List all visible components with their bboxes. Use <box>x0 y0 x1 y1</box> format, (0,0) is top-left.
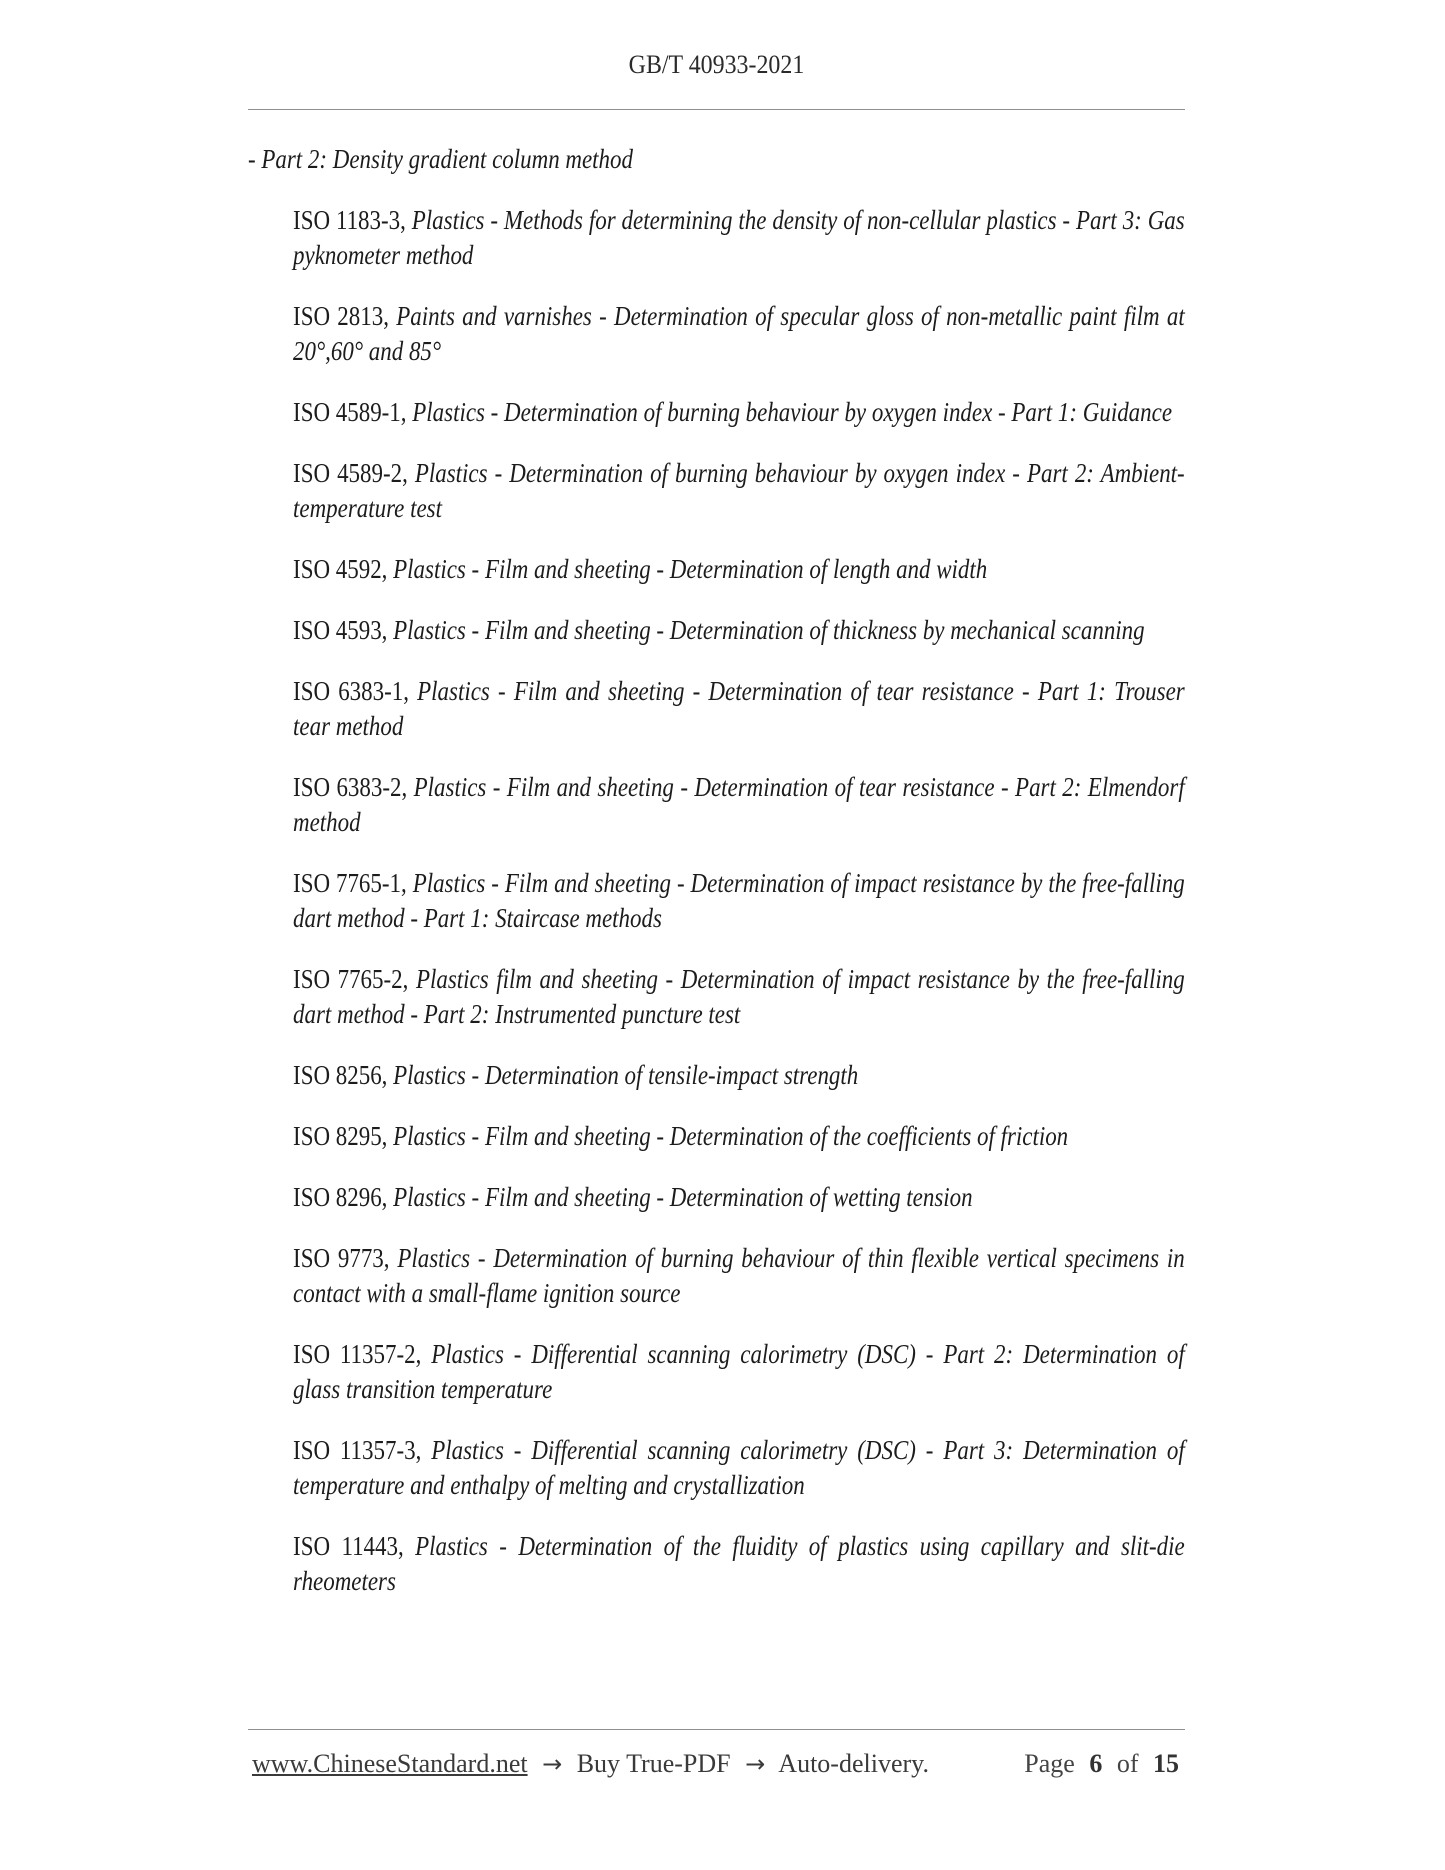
reference-number: ISO 8296, <box>293 1182 388 1212</box>
reference-number: ISO 7765-1, <box>293 868 407 898</box>
reference-item <box>293 1241 1185 1311</box>
buy-pdf-text: Buy True-PDF <box>576 1749 731 1778</box>
reference-item <box>293 1180 1185 1215</box>
reference-title: Plastics - Film and sheeting - Determination of thickness by mechanical scanning <box>393 615 1145 645</box>
reference-title: Plastics - Determination of tensile-impact strength <box>393 1060 859 1090</box>
reference-item <box>293 1337 1185 1407</box>
total-pages: 15 <box>1153 1749 1179 1778</box>
reference-item <box>293 962 1185 1032</box>
reference-title: Plastics - Determination of burning behaviour by oxygen index - Part 2: Ambient-temperature test <box>293 458 1185 523</box>
reference-title: Plastics - Film and sheeting - Determination of tear resistance - Part 2: Elmendorf method <box>293 772 1185 837</box>
reference-title: Plastics - Methods for determining the density of non-cellular plastics - Part 3: Gas pyknometer method <box>293 205 1185 270</box>
reference-title: Paints and varnishes - Determination of specular gloss of non-metallic paint film at 20°,60° and 85° <box>293 301 1185 366</box>
reference-number: ISO 2813, <box>293 301 389 331</box>
reference-item <box>293 552 1185 587</box>
footer-promo <box>252 1748 929 1780</box>
reference-number: ISO 6383-1, <box>293 676 409 706</box>
reference-item <box>293 395 1185 430</box>
page-number: 6 <box>1089 1749 1103 1778</box>
reference-item <box>293 770 1185 840</box>
reference-item <box>293 1433 1185 1503</box>
reference-number: ISO 8295, <box>293 1121 388 1151</box>
reference-item <box>293 674 1185 744</box>
reference-item <box>293 1529 1185 1599</box>
arrow-right-icon: → <box>745 1750 766 1778</box>
reference-item <box>293 456 1185 526</box>
footer-divider <box>248 1729 1185 1730</box>
reference-number: ISO 4589-1, <box>293 397 407 427</box>
reference-number: ISO 9773, <box>293 1243 390 1273</box>
reference-number: ISO 6383-2, <box>293 772 408 802</box>
reference-title: - Part 2: Density gradient column method <box>248 144 633 174</box>
reference-title: Plastics - Determination of burning behaviour of thin flexible vertical specimens in contact with a small-flame ignition source <box>293 1243 1185 1308</box>
auto-delivery-text: Auto-delivery. <box>778 1749 929 1778</box>
reference-title: Plastics - Film and sheeting - Determination of tear resistance - Part 1: Trouser tear method <box>293 676 1185 741</box>
reference-title: Plastics film and sheeting - Determination of impact resistance by the free-falling dart method - Part 2: Instrumented puncture test <box>293 964 1185 1029</box>
footer <box>252 1748 1185 1780</box>
references-list <box>248 142 1185 1625</box>
reference-item <box>293 613 1185 648</box>
reference-number: ISO 11443, <box>293 1531 404 1561</box>
header-divider <box>248 109 1185 110</box>
reference-number: ISO 4592, <box>293 554 388 584</box>
reference-number: ISO 4589-2, <box>293 458 408 488</box>
reference-number: ISO 11357-2, <box>293 1339 422 1369</box>
arrow-right-icon: → <box>542 1750 563 1778</box>
reference-title: Plastics - Film and sheeting - Determination of the coefficients of friction <box>393 1121 1069 1151</box>
website-link[interactable]: www.ChineseStandard.net <box>252 1749 528 1778</box>
reference-title: Plastics - Film and sheeting - Determination of impact resistance by the free-falling dart method - Part 1: Staircase methods <box>293 868 1185 933</box>
reference-title: Plastics - Determination of the fluidity of plastics using capillary and slit-die rheometers <box>293 1531 1185 1596</box>
reference-number: ISO 1183-3, <box>293 205 406 235</box>
reference-number: ISO 7765-2, <box>293 964 409 994</box>
reference-number: ISO 4593, <box>293 615 388 645</box>
reference-title: Plastics - Film and sheeting - Determination of length and width <box>393 554 988 584</box>
reference-number: ISO 8256, <box>293 1060 388 1090</box>
reference-number: ISO 11357-3, <box>293 1435 422 1465</box>
reference-item <box>293 299 1185 369</box>
page-title: GB/T 40933-2021 <box>628 50 805 79</box>
reference-title: Plastics - Differential scanning calorimetry (DSC) - Part 3: Determination of temperature and enthalpy of melting and crystallization <box>293 1435 1185 1500</box>
page-indicator <box>1022 1748 1185 1780</box>
reference-title: Plastics - Film and sheeting - Determination of wetting tension <box>393 1182 973 1212</box>
reference-item <box>293 203 1185 273</box>
reference-title: Plastics - Differential scanning calorimetry (DSC) - Part 2: Determination of glass transition temperature <box>293 1339 1185 1404</box>
page-label: Page <box>1024 1749 1075 1778</box>
reference-item <box>293 866 1185 936</box>
reference-item <box>293 1058 1185 1093</box>
reference-item <box>293 1119 1185 1154</box>
of-label: of <box>1116 1749 1139 1778</box>
reference-item <box>248 142 1185 177</box>
reference-title: Plastics - Determination of burning behaviour by oxygen index - Part 1: Guidance <box>412 397 1173 427</box>
